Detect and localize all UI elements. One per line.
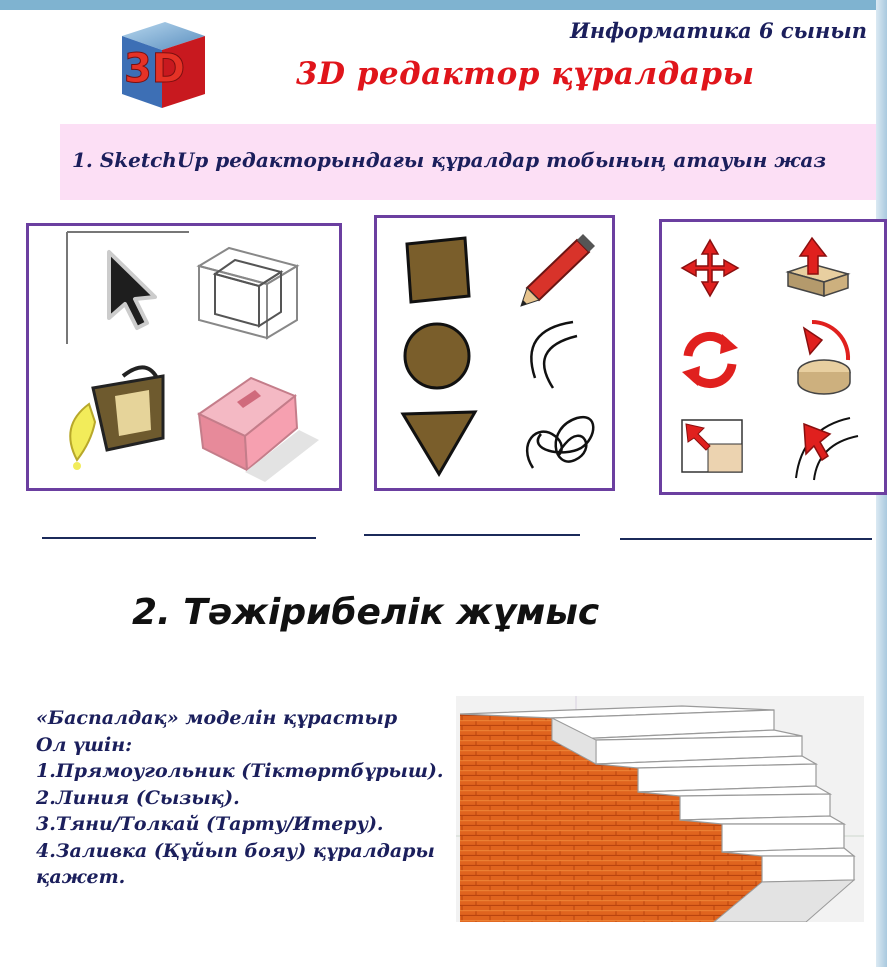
practical-title: 2. Тәжірибелік жұмыс: [132, 592, 600, 633]
instruction-line: 4.Заливка (Құйып бояу) құралдары: [36, 839, 435, 862]
3d-logo: [110, 14, 215, 114]
rotate-icon[interactable]: [682, 334, 738, 386]
logo-text: 3D: [124, 46, 186, 92]
subject-label: Информатика 6 сынып: [570, 18, 867, 43]
page-title: 3D редактор құралдары: [296, 56, 755, 92]
staircase-image: [456, 696, 864, 922]
instruction-line: Ол үшін:: [36, 733, 133, 756]
toolbox-1: [26, 223, 342, 491]
answer-line-2[interactable]: [364, 534, 580, 536]
paint-bucket-icon[interactable]: [70, 367, 163, 470]
instruction-line: қажет.: [36, 866, 126, 888]
pencil-icon[interactable]: [521, 234, 595, 306]
offset-icon[interactable]: [796, 418, 858, 480]
select-icon[interactable]: [67, 232, 189, 344]
arc-icon[interactable]: [531, 322, 577, 388]
polygon-icon[interactable]: [403, 412, 475, 474]
instructions: [36, 705, 446, 891]
instruction-line: «Баспалдақ» моделін құрастыр: [36, 707, 398, 729]
answer-line-3[interactable]: [620, 538, 872, 540]
instruction-line: 1.Прямоугольник (Тіктөртбұрыш).: [36, 760, 444, 782]
circle-icon[interactable]: [405, 324, 469, 388]
freehand-icon[interactable]: [527, 417, 593, 468]
push-pull-icon[interactable]: [788, 238, 848, 296]
move-icon[interactable]: [682, 240, 738, 296]
task-1-text: 1. SketchUp редакторындағы құралдар тобының атауын жаз: [72, 148, 827, 172]
top-border: [0, 0, 887, 10]
scale-icon[interactable]: [682, 420, 742, 472]
instruction-line: 2.Линия (Сызық).: [36, 786, 240, 809]
eraser-icon[interactable]: [199, 378, 319, 482]
follow-me-icon[interactable]: [798, 322, 850, 394]
component-icon[interactable]: [199, 248, 297, 338]
toolbox-3: [659, 219, 887, 495]
answer-line-1[interactable]: [42, 537, 316, 539]
instruction-line: 3.Тяни/Толкай (Тарту/Итеру).: [36, 813, 384, 835]
toolbox-2: [374, 215, 615, 491]
rectangle-icon[interactable]: [407, 238, 469, 302]
